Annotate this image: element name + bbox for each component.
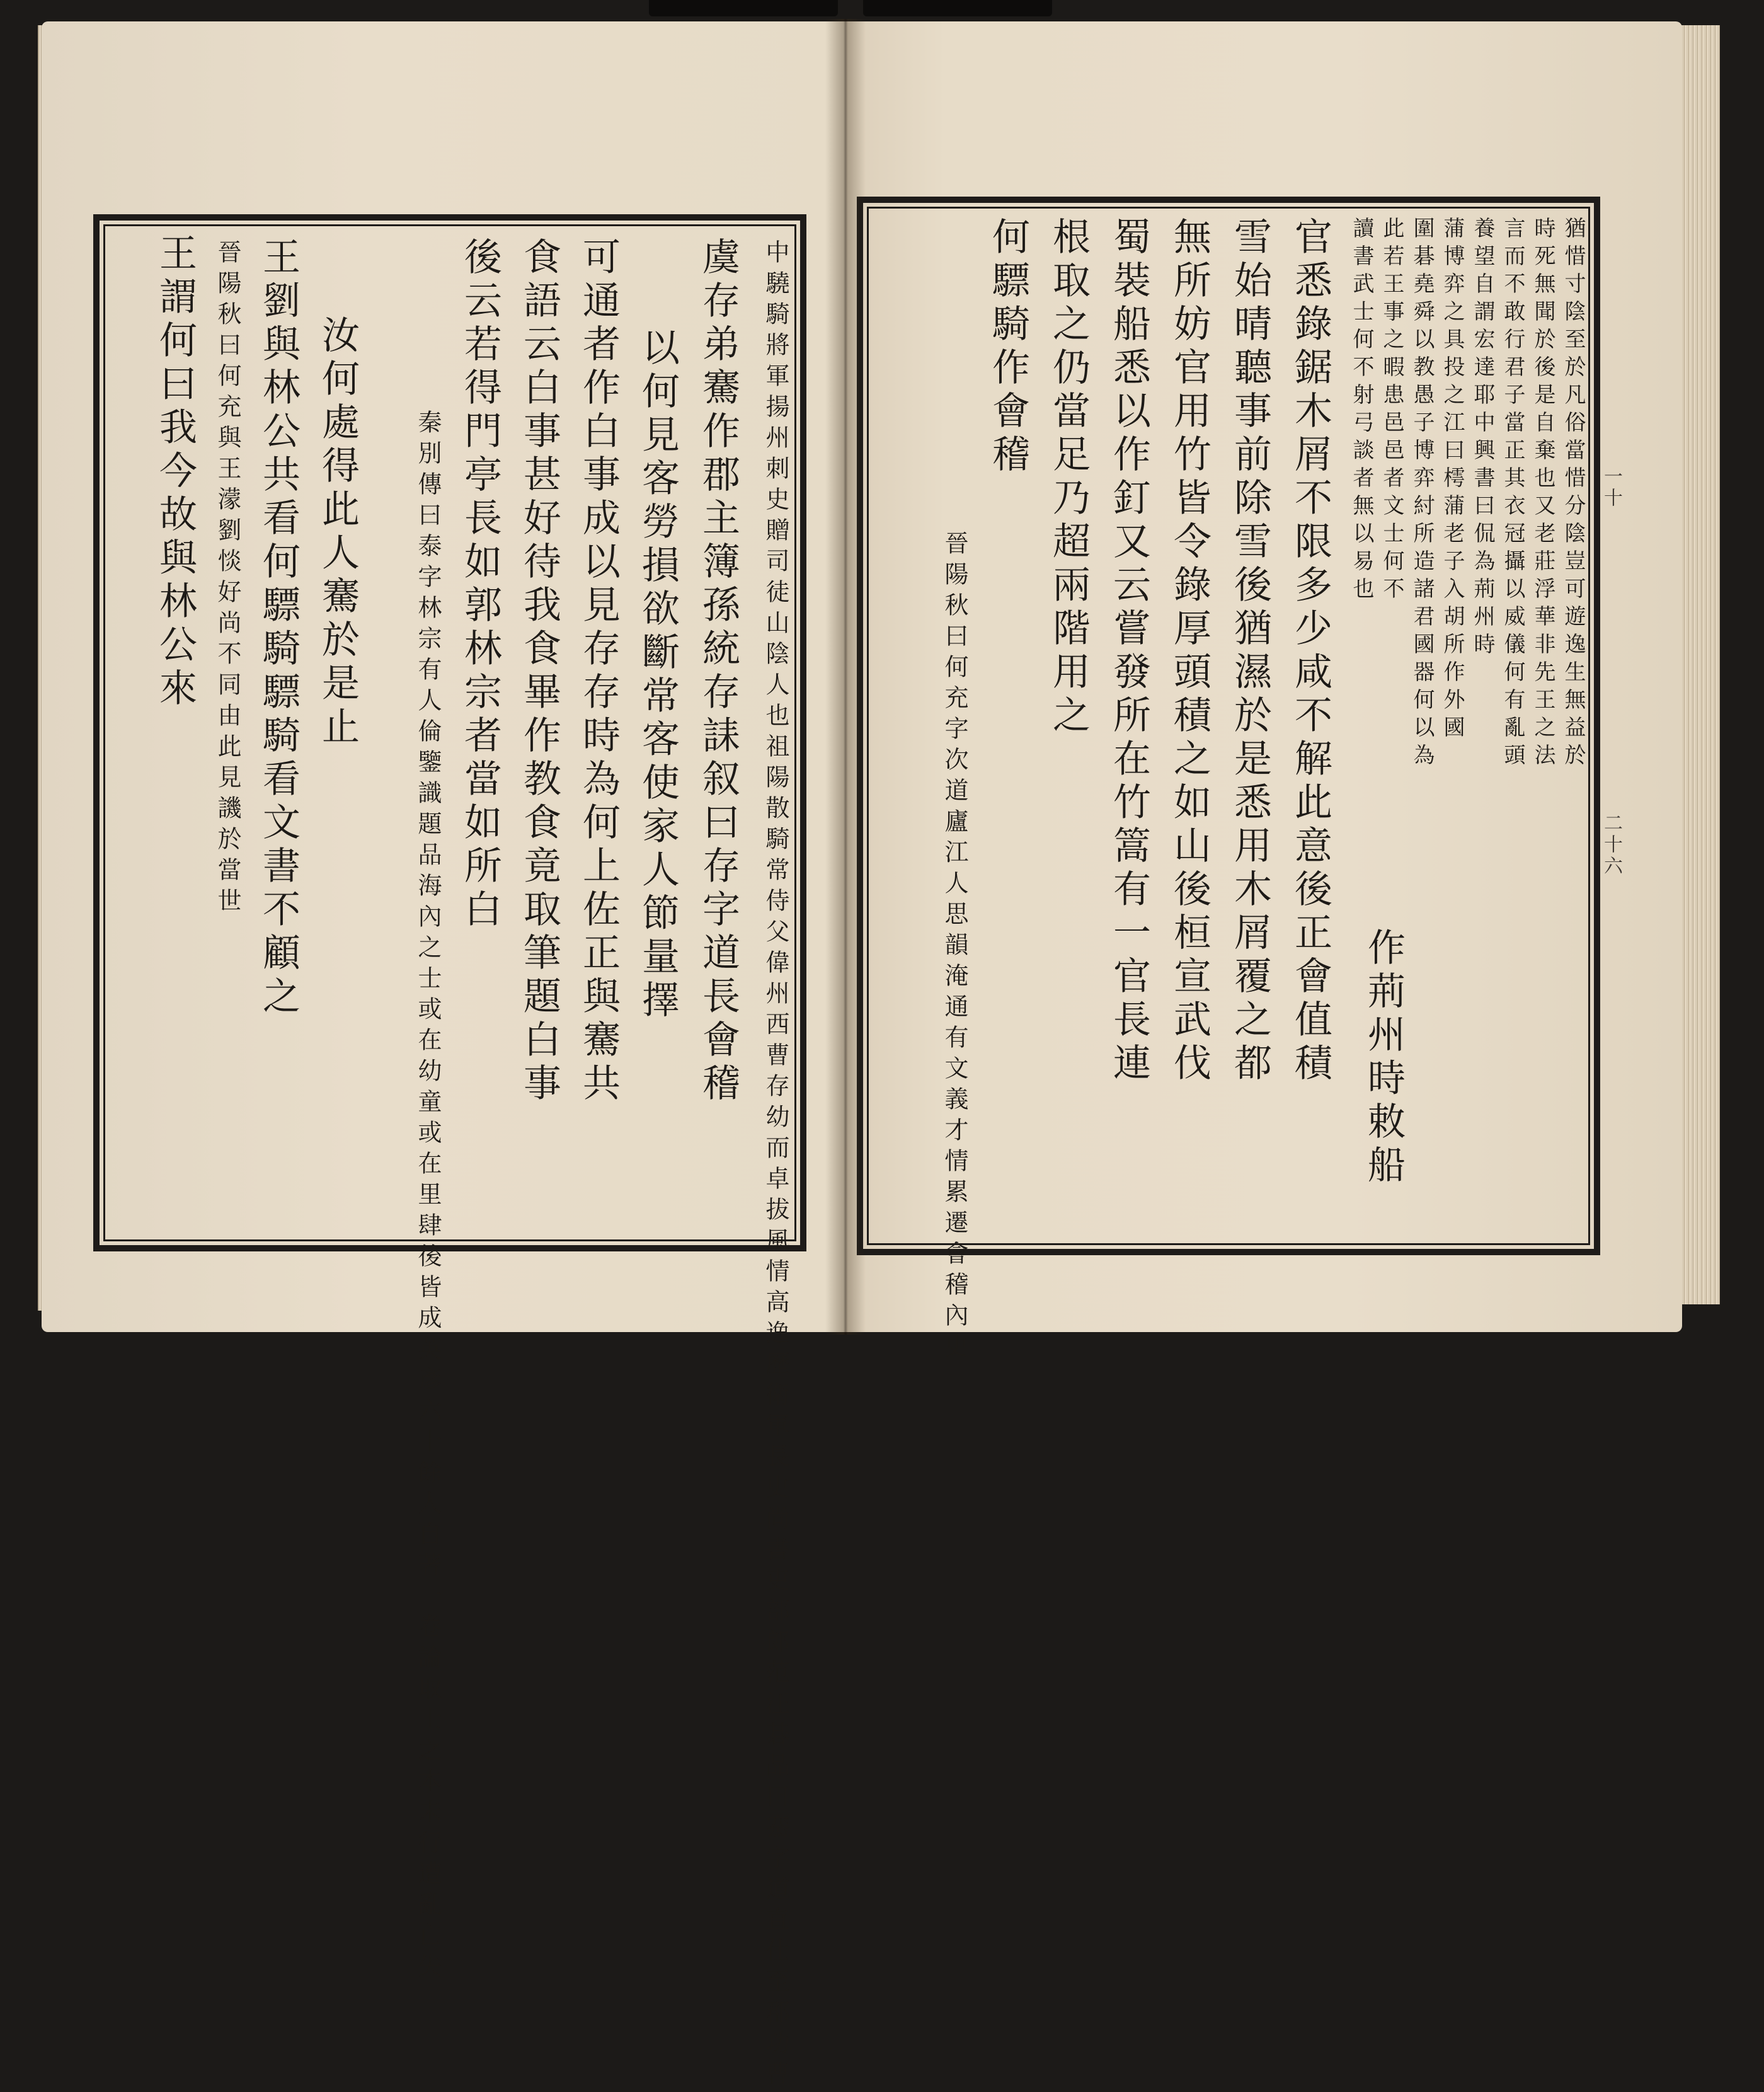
text-column: 官悉錄鋸木屑不限多少咸不解此意後正會值積 [1288,217,1332,1086]
fore-edge-note: 二十六 [1600,813,1622,877]
text-column: 王謂何曰我今故與林公來 [153,233,197,711]
left-text-frame [93,214,806,2092]
text-column: 秦別傳曰泰字林宗有人倫鑒識題品海內之士或在幼童或在里肆後皆成英彥六十餘人自著一卷論取士之本未行遭亂亡失 [414,410,442,1984]
text-column: 何驃騎作會稽 [986,217,1030,478]
text-column: 圍碁堯舜以教愚子博弈紂所造諸君國器何以為 [1409,217,1435,771]
text-column: 養望自謂宏達耶中興書曰侃為荊州時 [1470,217,1495,660]
text-column: 此若王事之暇患邑邑者文士何不 [1379,217,1404,605]
text-column: 汝何處得此人騫於是止 [316,315,360,750]
text-column: 言而不敢行君子當正其衣冠攝以威儀何有亂頭 [1500,217,1525,771]
text-column: 王劉與林公共看何驃騎驃騎看文書不顧之 [256,237,301,1020]
text-column: 後云若得門亭長如郭林宗者當如所白 [458,237,502,933]
text-column: 中驍騎將軍揚州刺史贈司徒山陰人也祖陽散騎常侍父偉州西曹存幼而卓拔風情高逸歷衛軍長史尚書吏部郎范汪碁品曰騫字道直仕至郡功曹 [762,239,789,2092]
text-column: 蒲博弈之具投之江曰樗蒲老子入胡所作外國 [1440,217,1465,744]
text-column: 可通者作白事成以見存存時為何上佐正與騫共 [576,237,621,1106]
text-column: 雪始晴聽事前除雪後猶濕於是悉用木屑覆之都 [1228,217,1272,1086]
text-column: 猶惜寸陰至於凡俗當惜分陰豈可遊逸生無益於 [1561,217,1586,771]
text-column: 根取之仍當足乃超兩階用之 [1046,217,1091,739]
text-column: 晉陽秋曰何充字次道廬江人思韻淹通有文義才情累遷會稽內史 [941,531,968,1364]
text-column: 晉陽秋曰何充與王濛劉惔好尚不同由此見譏於當世 [214,239,241,919]
text-column: 以何見客勞損欲斷常客使家人節量擇 [636,328,680,1023]
fore-edge-note: 一十 [1600,466,1622,509]
text-column: 虞存弟騫作郡主簿孫統存誄叙曰存字道長會稽 [696,237,740,1106]
text-column: 作荊州時敕船 [1361,928,1406,1188]
right-text-frame [857,197,1600,1364]
binding-clip [649,0,838,16]
text-column: 蜀裝船悉以作釘又云嘗發所在竹篙有一官長連 [1107,217,1151,1086]
book-gutter [825,19,866,1335]
text-column: 讀書武士何不射弓談者無以易也 [1349,217,1374,605]
left-inner-border [103,224,796,1241]
text-column: 食語云白事甚好待我食畢作教食竟取筆題白事 [517,237,561,1106]
text-column: 時死無聞於後是自棄也又老莊浮華非先王之法 [1530,217,1555,771]
binding-clip [863,0,1052,16]
text-column: 無所妨官用竹皆令錄厚頭積之如山後桓宣武伐 [1167,217,1211,1086]
